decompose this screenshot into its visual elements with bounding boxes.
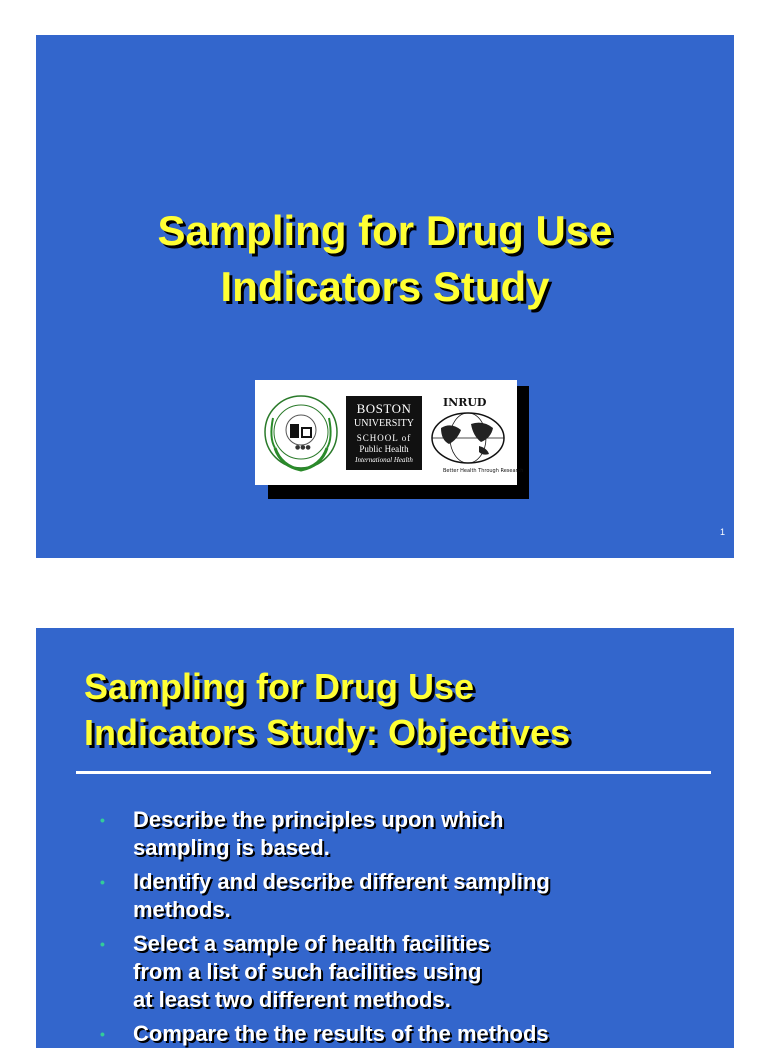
logo-panel	[255, 380, 524, 485]
bullet-icon: •	[100, 936, 105, 952]
bullet-text-line: at least two different methods.	[133, 987, 451, 1012]
bu-name-line-3: SCHOOL of	[356, 433, 412, 443]
bu-name-line-2: UNIVERSITY	[354, 418, 414, 429]
page-number: 1	[719, 527, 725, 537]
title-slide	[36, 35, 734, 558]
slide-title-line-1: Sampling for Drug Use	[84, 666, 475, 707]
bu-name-line-4: Public Health	[359, 444, 409, 454]
bullet-text-line: methods.	[133, 897, 231, 922]
bullet-text-line: Compare the the results of the methods	[133, 1021, 549, 1046]
boston-university-logo	[346, 396, 422, 470]
slide-title-line-1: Sampling for Drug Use	[157, 207, 613, 254]
title-divider	[76, 771, 711, 774]
slide-title	[36, 203, 734, 315]
objectives-slide	[36, 628, 734, 1048]
inrud-globe-logo	[427, 392, 524, 476]
bullet-text-line: Describe the principles upon which	[133, 807, 504, 832]
emblem-logo	[261, 388, 341, 478]
bu-name-line-1: BOSTON	[356, 401, 412, 416]
bullet-icon: •	[100, 1026, 105, 1042]
inrud-label: INRUD	[443, 396, 487, 409]
bullet-icon: •	[100, 874, 105, 890]
svg-text:●●●: ●●●	[295, 444, 311, 451]
inrud-motto: Better Health Through Research	[443, 468, 524, 474]
bullet-text-line: Identify and describe different sampling	[133, 869, 550, 894]
slide-title-line-2: Indicators Study	[220, 263, 550, 310]
list-item	[100, 806, 550, 862]
list-item	[100, 868, 550, 924]
slide-title-line-2: Indicators Study: Objectives	[84, 712, 571, 753]
slide-title	[84, 664, 570, 756]
bullet-text-line: sampling is based.	[133, 835, 330, 860]
list-item	[100, 1020, 550, 1048]
bullet-text-line: Select a sample of health facilities	[133, 931, 491, 956]
list-item	[100, 930, 550, 1014]
objectives-list	[100, 806, 550, 1054]
bullet-text-line: from a list of such facilities using	[133, 959, 482, 984]
bullet-icon: •	[100, 812, 105, 828]
bu-name-line-5: International Health	[355, 456, 413, 464]
